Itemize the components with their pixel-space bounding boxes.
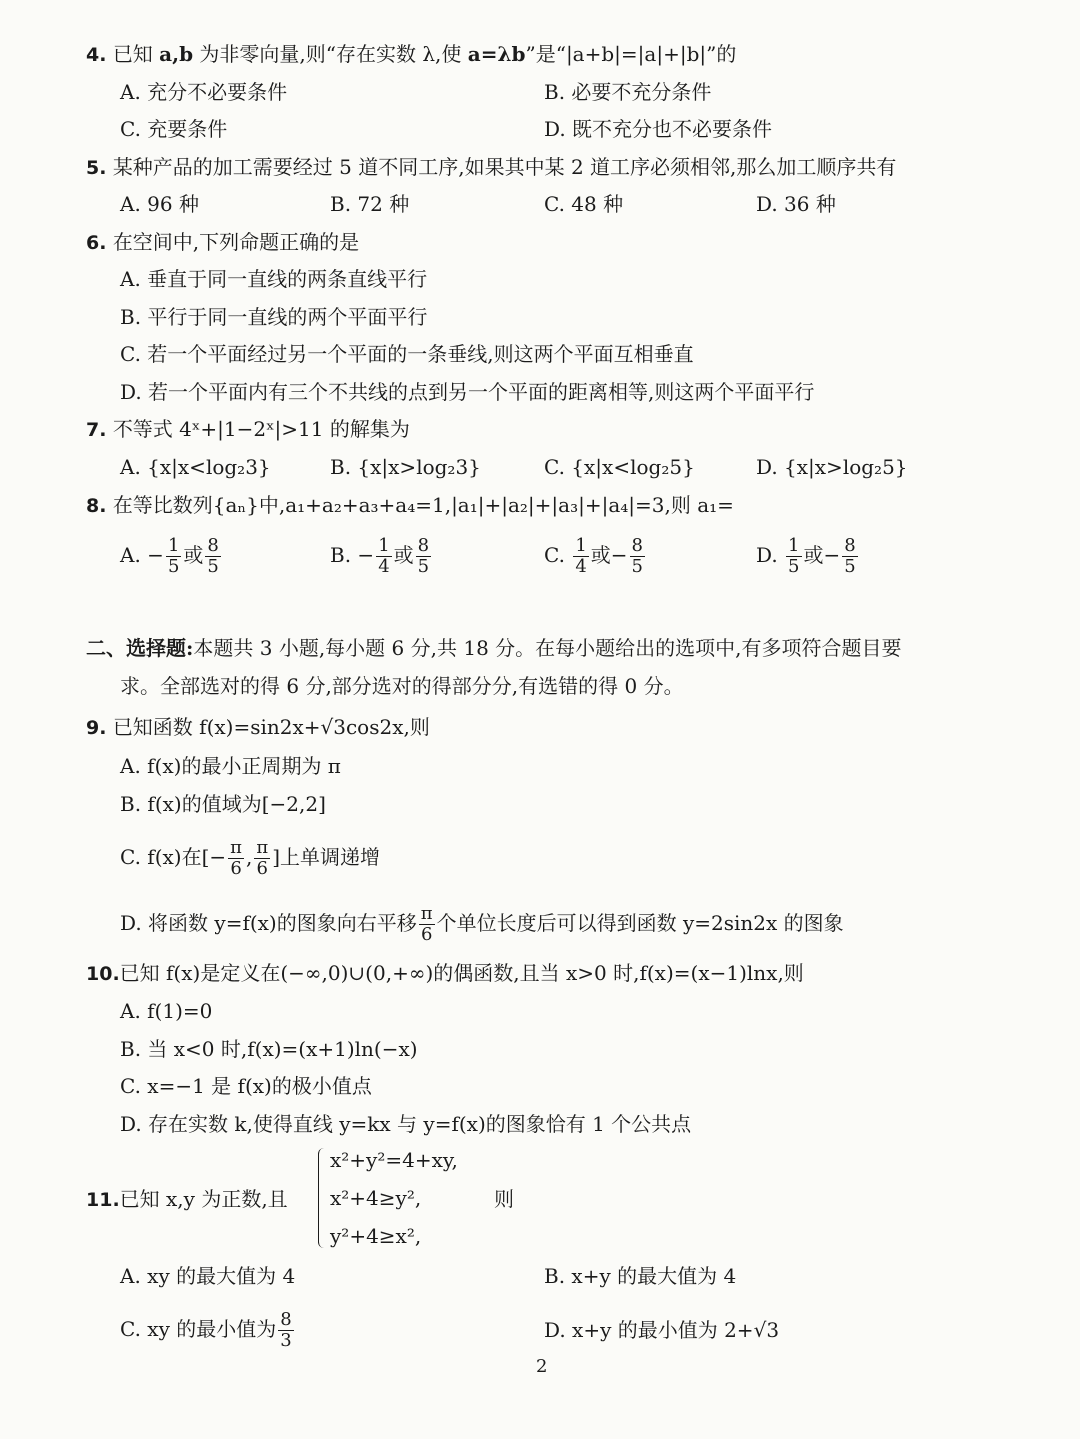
fraction: $\frac{8}{5}$ (417, 535, 430, 577)
q11-then: 则 (494, 1187, 514, 1211)
fraction: $\frac{1}{5}$ (167, 535, 180, 577)
q4-number: 4. (86, 44, 107, 66)
q5-option-b: B. 72 种 (330, 192, 410, 216)
q6-option-b: B. 平行于同一直线的两个平面平行 (120, 305, 428, 329)
q8-option-a: A. − $\frac{1}{5}$ 或 $\frac{8}{5}$ (120, 535, 219, 577)
system-equation-1: x²+y²=4+xy, (330, 1148, 458, 1172)
section-2-heading: 二、选择题:本题共 3 小题,每小题 6 分,共 18 分。在每小题给出的选项中,有多项符合题目要 (86, 636, 902, 660)
q11-option-d: D. x+y 的最小值为 2+√3 (544, 1318, 780, 1342)
q5-option-a: A. 96 种 (120, 192, 199, 216)
fraction: $\frac{8}{5}$ (844, 535, 856, 577)
fraction: $\frac{\pi}{6}$ (230, 837, 242, 879)
q8-option-d: D. $\frac{1}{5}$ 或− $\frac{8}{5}$ (756, 535, 856, 577)
q7-option-d: D. {x|x>log₂5} (756, 455, 908, 479)
q9-option-d: D. 将函数 y=f(x)的图象向右平移 $\frac{\pi}{6}$ 个单位长度后可以得到函数 y=2sin2x 的图象 (120, 903, 844, 945)
q11-option-a: A. xy 的最大值为 4 (120, 1264, 296, 1288)
section-2-instructions: 求。全部选对的得 6 分,部分选对的得部分分,有选错的得 0 分。 (120, 674, 684, 698)
q4-option-d: D. 既不充分也不必要条件 (544, 117, 773, 141)
q7-stem: 7. 不等式 4ˣ+|1−2ˣ|>11 的解集为 (86, 417, 410, 441)
q9-option-a: A. f(x)的最小正周期为 π (120, 754, 341, 778)
system-equation-2: x²+4≥y², (330, 1186, 422, 1210)
q5-stem: 5. 某种产品的加工需要经过 5 道不同工序,如果其中某 2 道工序必须相邻,那么加工顺序共有 (86, 155, 897, 179)
q9-stem: 9. 已知函数 f(x)=sin2x+√3cos2x,则 (86, 715, 430, 739)
fraction: $\frac{\pi}{6}$ (256, 837, 269, 879)
q4-option-a: A. 充分不必要条件 (120, 80, 288, 104)
q9-option-b: B. f(x)的值域为[−2,2] (120, 792, 326, 816)
q11-equation-system (318, 1146, 518, 1252)
fraction: $\frac{\pi}{6}$ (420, 903, 433, 945)
q6-stem: 6. 在空间中,下列命题正确的是 (86, 230, 360, 254)
q11-option-c: C. xy 的最小值为 $\frac{8}{3}$ (120, 1309, 292, 1351)
left-brace (318, 1148, 327, 1248)
q5-option-d: D. 36 种 (756, 192, 836, 216)
fraction: $\frac{8}{5}$ (207, 535, 219, 577)
q8-stem: 8. 在等比数列{aₙ}中,a₁+a₂+a₃+a₄=1,|a₁|+|a₂|+|a₃|+|a₄|=3,则 a₁= (86, 493, 734, 517)
q10-stem: 10.已知 f(x)是定义在(−∞,0)∪(0,+∞)的偶函数,且当 x>0 时,f(x)=(x−1)lnx,则 (86, 961, 804, 985)
q4-option-c: C. 充要条件 (120, 117, 228, 141)
q6-option-d: D. 若一个平面内有三个不共线的点到另一个平面的距离相等,则这两个平面平行 (120, 380, 815, 404)
q11-option-b: B. x+y 的最大值为 4 (544, 1264, 737, 1288)
q4-option-b: B. 必要不充分条件 (544, 80, 712, 104)
system-equation-3: y²+4≥x², (330, 1224, 422, 1248)
q8-option-b: B. − $\frac{1}{4}$ 或 $\frac{8}{5}$ (330, 535, 430, 577)
q10-option-d: D. 存在实数 k,使得直线 y=kx 与 y=f(x)的图象恰有 1 个公共点 (120, 1112, 692, 1136)
q10-option-a: A. f(1)=0 (120, 999, 213, 1023)
q7-option-b: B. {x|x>log₂3} (330, 455, 481, 479)
fraction: $\frac{8}{5}$ (631, 535, 643, 577)
q4-stem: 4. 已知 a,b 为非零向量,则“存在实数 λ,使 a=λb”是“|a+b|=|a|+|b|”的 (86, 42, 737, 66)
q6-option-c: C. 若一个平面经过另一个平面的一条垂线,则这两个平面互相垂直 (120, 342, 694, 366)
fraction: $\frac{1}{4}$ (378, 535, 390, 577)
q6-option-a: A. 垂直于同一直线的两条直线平行 (120, 267, 428, 291)
q9-option-c: C. f(x)在[− $\frac{\pi}{6}$ , $\frac{\pi}{6}$ ]上单调递增 (120, 837, 381, 879)
fraction: $\frac{1}{4}$ (575, 535, 587, 577)
q5-option-c: C. 48 种 (544, 192, 624, 216)
fraction: $\frac{1}{5}$ (788, 535, 800, 577)
q10-option-b: B. 当 x<0 时,f(x)=(x+1)ln(−x) (120, 1037, 418, 1061)
page-number: 2 (536, 1356, 548, 1377)
fraction: $\frac{8}{3}$ (280, 1309, 292, 1351)
q7-option-c: C. {x|x<log₂5} (544, 455, 695, 479)
q8-option-c: C. $\frac{1}{4}$ 或− $\frac{8}{5}$ (544, 535, 643, 577)
q7-option-a: A. {x|x<log₂3} (120, 455, 271, 479)
q10-option-c: C. x=−1 是 f(x)的极小值点 (120, 1074, 372, 1098)
q11-stem: 11.已知 x,y 为正数,且 (86, 1187, 288, 1211)
